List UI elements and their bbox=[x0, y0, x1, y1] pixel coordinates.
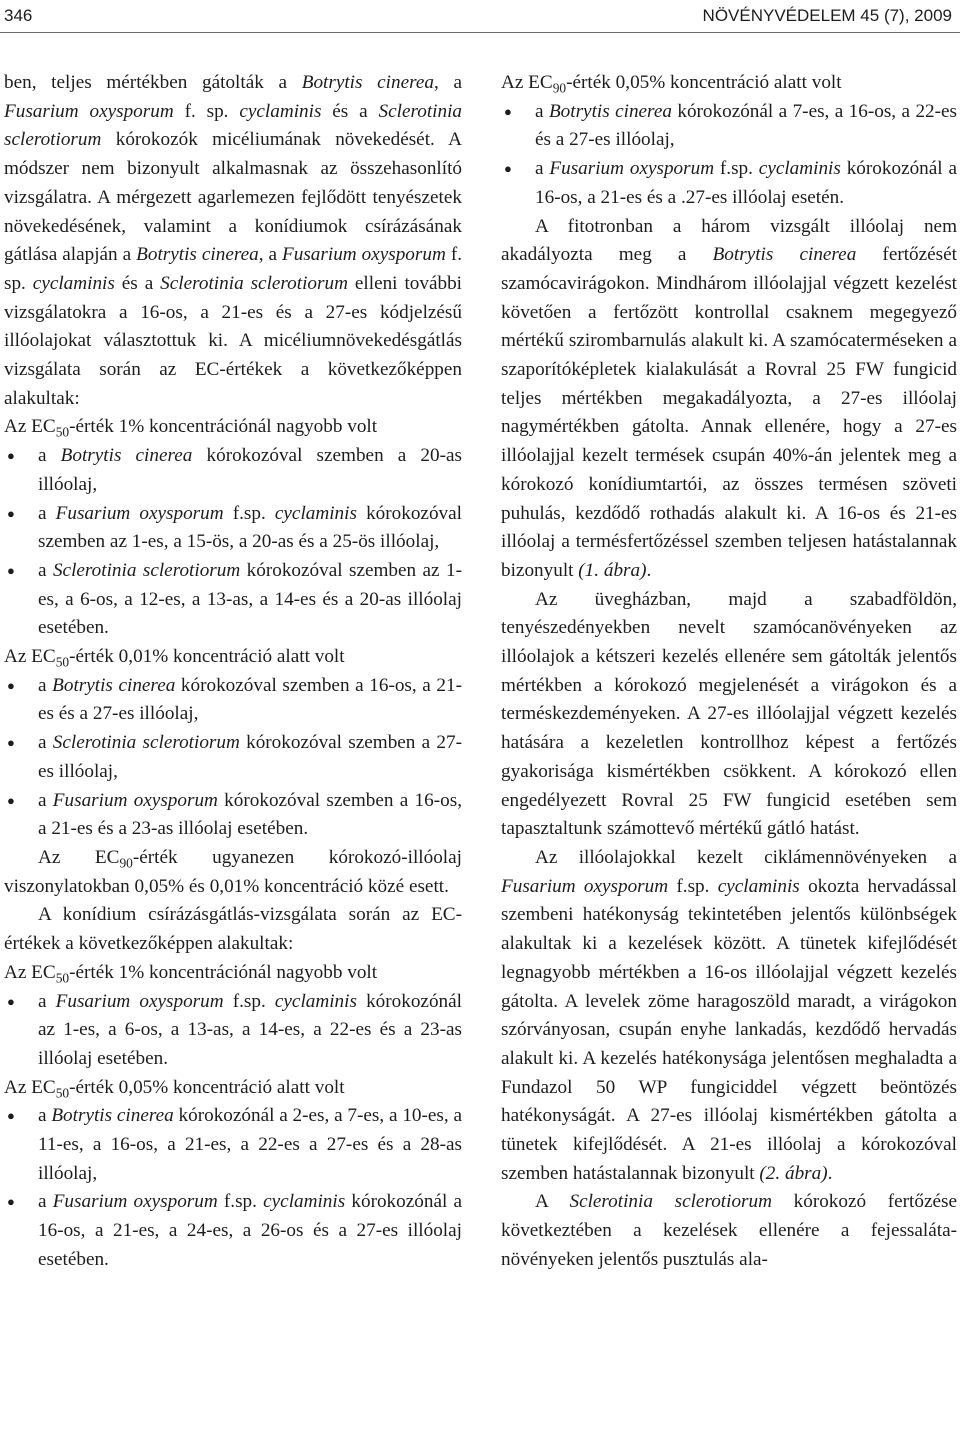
italic-term: Fusarium oxysporum bbox=[4, 100, 174, 122]
text-run: f.sp. bbox=[217, 1191, 264, 1213]
italic-term: cyclaminis bbox=[263, 1191, 346, 1213]
phytotron-paragraph bbox=[501, 213, 957, 586]
ec50-conidium-low-heading bbox=[4, 1074, 462, 1103]
italic-term: Sclerotinia sclerotiorum bbox=[569, 1191, 772, 1213]
list-item bbox=[4, 442, 462, 499]
text-run: kórokozóval szemben az 1-es, a 6-os, a 12-es, a 13-as, a 14-es és a 20-as illóolaj esetében. bbox=[38, 559, 462, 639]
intro-paragraph bbox=[4, 69, 462, 413]
ec90-mycelium-paragraph bbox=[4, 844, 462, 901]
italic-term: Fusarium oxysporum bbox=[55, 990, 224, 1012]
italic-term: cyclaminis bbox=[32, 272, 115, 294]
header-rule bbox=[0, 32, 960, 33]
ec50-mycelium-low-heading bbox=[4, 643, 462, 672]
ec90-conidium-heading bbox=[501, 69, 957, 98]
italic-term: Fusarium oxysporum bbox=[501, 875, 669, 897]
ec50-mycelium-high-heading bbox=[4, 413, 462, 442]
subscript: 90 bbox=[552, 80, 567, 96]
italic-term: cyclaminis bbox=[717, 875, 800, 897]
ec50-mycelium-low-list bbox=[4, 672, 462, 844]
italic-term: Sclerotinia sclerotiorum bbox=[4, 100, 463, 151]
text-run: -érték 1% koncentrációnál nagyobb volt bbox=[69, 416, 378, 438]
text-run: Az EC bbox=[38, 846, 120, 868]
italic-term: Fusarium oxysporum bbox=[52, 789, 218, 811]
text-run: , a bbox=[433, 72, 462, 93]
list-item bbox=[4, 1188, 462, 1274]
text-run: . bbox=[827, 1162, 833, 1184]
sclerotinia-paragraph bbox=[501, 1188, 957, 1274]
text-run: Az EC bbox=[4, 646, 56, 668]
text-run: f.sp. bbox=[668, 875, 718, 897]
list-item bbox=[501, 155, 957, 212]
list-item bbox=[4, 988, 462, 1074]
text-run: okozta hervadással szembeni hatékonyság tekintetében jelentős különbségek alakultak ki a kezelések között. A tünetek kifejlődését legnagyobb mértékben a 16-os illóolajjal végzett kezelés gátolta. A levelek zöme haragoszöld maradt, a virágokon szórványosan, csupán enyhe lankadás, kezdődő hervadás alakult ki. A kezelés hatékonysága jelentősen meghaladta a Fundazol 50 WP fungiciddel végzett beöntözés hatékonyságát. A 27-es illóolaj kismértékben gátolta a tünetek kifejlődését. A 21-es illóolaj a kórokozóval szemben hatástalannak bizonyult bbox=[501, 875, 957, 1184]
text-run: elleni további vizsgálatokra a 16-os, a 21-es és a 27-es kódjelzésű illóolajokat választottuk ki. A micéliumnövekedésgátlás vizsgálata során az EC-értékek a következőképpen alakultak: bbox=[4, 272, 462, 409]
italic-term: Fusarium oxysporum bbox=[549, 158, 715, 180]
page-number: 346 bbox=[4, 6, 33, 25]
text-run: kórokozóval szemben a 16-os, a 21-es és a 27-es illóolaj, bbox=[38, 674, 462, 725]
text-run: a bbox=[38, 732, 53, 754]
list-item bbox=[4, 672, 462, 729]
italic-term: (2. ábra) bbox=[759, 1162, 828, 1184]
italic-term: Fusarium oxysporum bbox=[282, 244, 446, 266]
text-run: és a bbox=[114, 272, 161, 294]
text-run: A fitotronban a három vizsgált illóolaj nem akadályozta meg a bbox=[501, 215, 957, 266]
text-run: f.sp. bbox=[223, 990, 275, 1012]
text-run: a bbox=[38, 502, 56, 524]
conidium-paragraph bbox=[4, 901, 462, 958]
italic-term: Botrytis cinerea bbox=[52, 674, 176, 696]
text-run: a bbox=[38, 1105, 52, 1127]
subscript: 50 bbox=[55, 1085, 70, 1101]
italic-term: cyclaminis bbox=[274, 990, 357, 1012]
text-run: Az EC bbox=[4, 416, 56, 438]
text-run: Az EC bbox=[4, 1076, 56, 1098]
text-run: kórokozóval szemben a 27-es illóolaj, bbox=[38, 732, 462, 782]
text-run: Az üvegházban, majd a szabadföldön, tenyészedényekben nevelt szamócanövényeken az illóolajok a kétszeri kezelés ellenére sem gátolták jelentős mértékben a kórokozó megjelenését a virágokon és a terméskezdeményeken. A 27-es illóolajjal végzett kezelés hatására a kezeletlen kontrollhoz képest a fertőzés gyakorisága kismértékben csökkent. A kórokozó ellen engedélyezett Rovral 25 FW fungicid esetében sem tapasztaltunk számottevő mértékű gátló hatást. bbox=[501, 588, 957, 840]
text-run: fertőzését szamócavirágokon. Mindhárom illóolajjal végzett kezelést követően a fertőzött kontrollal csaknem megegyező mértékű szirombarnulás alakult ki. A szamócaterméseken a szaporítóképletek kialakulását a Rovral 25 FW fungicid teljes mértékben megakadályozta, a 27-es illóolaj nagymértékben gátolta. Annak ellenére, hogy a 27-es illóolajjal kezelt termések csupán 40%-án jelentek meg a kórokozó konídiumtartói, az összes termésen szöveti puhulás, kezdődő rothadás alakult ki. A 16-os és 21-es illóolaj a termésfertőzéssel szemben teljesen hatástalannak bizonyult bbox=[501, 244, 957, 581]
ec50-conidium-low-list bbox=[4, 1102, 462, 1274]
text-run: kórokozóval szemben a 20-as illóolaj, bbox=[38, 445, 462, 495]
text-run: f. sp. bbox=[173, 100, 240, 122]
italic-term: (1. ábra) bbox=[578, 559, 647, 581]
running-header bbox=[0, 4, 960, 32]
list-item bbox=[501, 98, 957, 155]
subscript: 90 bbox=[119, 855, 133, 871]
text-run: f.sp. bbox=[714, 158, 759, 180]
cyclamen-paragraph bbox=[501, 844, 957, 1188]
subscript: 50 bbox=[55, 425, 70, 441]
text-run: kórokozóval szemben az 1-es, a 15-ös, a 20-as és a 25-ös illóolaj, bbox=[38, 502, 462, 553]
text-run: A bbox=[535, 1191, 570, 1213]
text-run: f. sp. bbox=[4, 244, 462, 294]
text-run: -érték 0,05% koncentráció alatt volt bbox=[566, 72, 842, 93]
italic-term: Botrytis cinerea bbox=[51, 1105, 174, 1127]
ec90-conidium-list bbox=[501, 98, 957, 213]
text-run: kórokozónál az 1-es, a 6-os, a 13-as, a 14-es, a 22-es és a 23-as illóolaj esetében. bbox=[38, 990, 462, 1069]
list-item bbox=[4, 500, 462, 557]
text-run: a bbox=[535, 158, 550, 180]
text-run: a bbox=[38, 990, 56, 1012]
italic-term: Sclerotinia sclerotiorum bbox=[52, 559, 241, 581]
text-run: a bbox=[38, 789, 53, 811]
text-run: A konídium csírázásgátlás-vizsgálata során az EC-értékek a következőképpen alakultak: bbox=[4, 904, 462, 955]
text-run: kórokozó fertőzése következtében a kezelések ellenére a fejessaláta-növényeken jelentős pusztulás ala- bbox=[501, 1191, 957, 1270]
text-run: kórokozók micéliumának növekedését. A módszer nem bizonyult alkalmasnak az összehasonlító vizsgálatra. A mérgezett agarlemezen fejlődött tenyészetek növekedésének, valamint a konídiumok csírázásának gátlása alapján a bbox=[4, 129, 462, 266]
italic-term: cyclaminis bbox=[758, 158, 841, 180]
text-run: a bbox=[535, 100, 549, 122]
left-column bbox=[4, 69, 462, 1275]
text-run: Az EC bbox=[4, 961, 56, 983]
text-run: kórokozónál a 16-os, a 21-es, a 24-es, a 26-os és a 27-es illóolaj esetében. bbox=[38, 1191, 462, 1270]
italic-term: Botrytis cinerea bbox=[548, 100, 672, 122]
text-run: -érték 0,01% koncentráció alatt volt bbox=[69, 646, 345, 668]
italic-term: cyclaminis bbox=[274, 502, 357, 524]
text-run: Az EC bbox=[501, 72, 553, 93]
text-run: ben, teljes mértékben gátolták a bbox=[4, 72, 302, 93]
subscript: 50 bbox=[55, 654, 70, 670]
text-run: kórokozónál a 7-es, a 16-os, a 22-es és a 27-es illóolaj, bbox=[535, 100, 957, 151]
text-run: -érték 0,05% koncentráció alatt volt bbox=[69, 1076, 345, 1098]
text-run: , a bbox=[258, 244, 283, 266]
italic-term: Botrytis cinerea bbox=[60, 445, 193, 467]
text-run: f.sp. bbox=[223, 502, 275, 524]
right-column bbox=[501, 69, 957, 1275]
italic-term: Botrytis cinerea bbox=[301, 72, 434, 93]
greenhouse-paragraph bbox=[501, 586, 957, 844]
italic-term: cyclaminis bbox=[239, 100, 322, 122]
ec50-conidium-high-heading bbox=[4, 959, 462, 988]
text-run: a bbox=[38, 445, 61, 467]
ec50-conidium-high-list bbox=[4, 988, 462, 1074]
italic-term: Botrytis cinerea bbox=[136, 244, 259, 266]
text-run: a bbox=[38, 1191, 53, 1213]
ec50-mycelium-high-list bbox=[4, 442, 462, 643]
journal-title: NÖVÉNYVÉDELEM 45 (7), 2009 bbox=[702, 6, 952, 25]
italic-term: Botrytis cinerea bbox=[712, 244, 857, 266]
subscript: 50 bbox=[55, 970, 70, 986]
list-item bbox=[4, 1102, 462, 1188]
italic-term: Sclerotinia sclerotiorum bbox=[160, 272, 348, 294]
text-run: Az illóolajokkal kezelt ciklámennövényeken a bbox=[535, 846, 957, 868]
list-item bbox=[4, 787, 462, 844]
text-run: . bbox=[646, 559, 652, 581]
text-run: a bbox=[38, 674, 53, 696]
italic-term: Fusarium oxysporum bbox=[52, 1191, 218, 1213]
italic-term: Sclerotinia sclerotiorum bbox=[52, 732, 240, 754]
text-run: -érték ugyanezen kórokozó-illóolaj viszonylatokban 0,05% és 0,01% koncentráció közé esett. bbox=[4, 846, 462, 897]
text-run: kórokozónál a 2-es, a 7-es, a 10-es, a 11-es, a 16-os, a 21-es, a 22-es a 27-es és a 28-as illóolaj, bbox=[38, 1105, 462, 1184]
text-run: a bbox=[38, 559, 53, 581]
text-run: -érték 1% koncentrációnál nagyobb volt bbox=[69, 961, 378, 983]
list-item bbox=[4, 557, 462, 643]
text-run: kórokozónál a 16-os, a 21-es és a .27-es illóolaj esetén. bbox=[535, 158, 957, 208]
text-run: és a bbox=[321, 100, 379, 122]
text-run: kórokozóval szemben a 16-os, a 21-es és a 23-as illóolaj esetében. bbox=[38, 789, 462, 840]
list-item bbox=[4, 729, 462, 786]
italic-term: Fusarium oxysporum bbox=[55, 502, 224, 524]
